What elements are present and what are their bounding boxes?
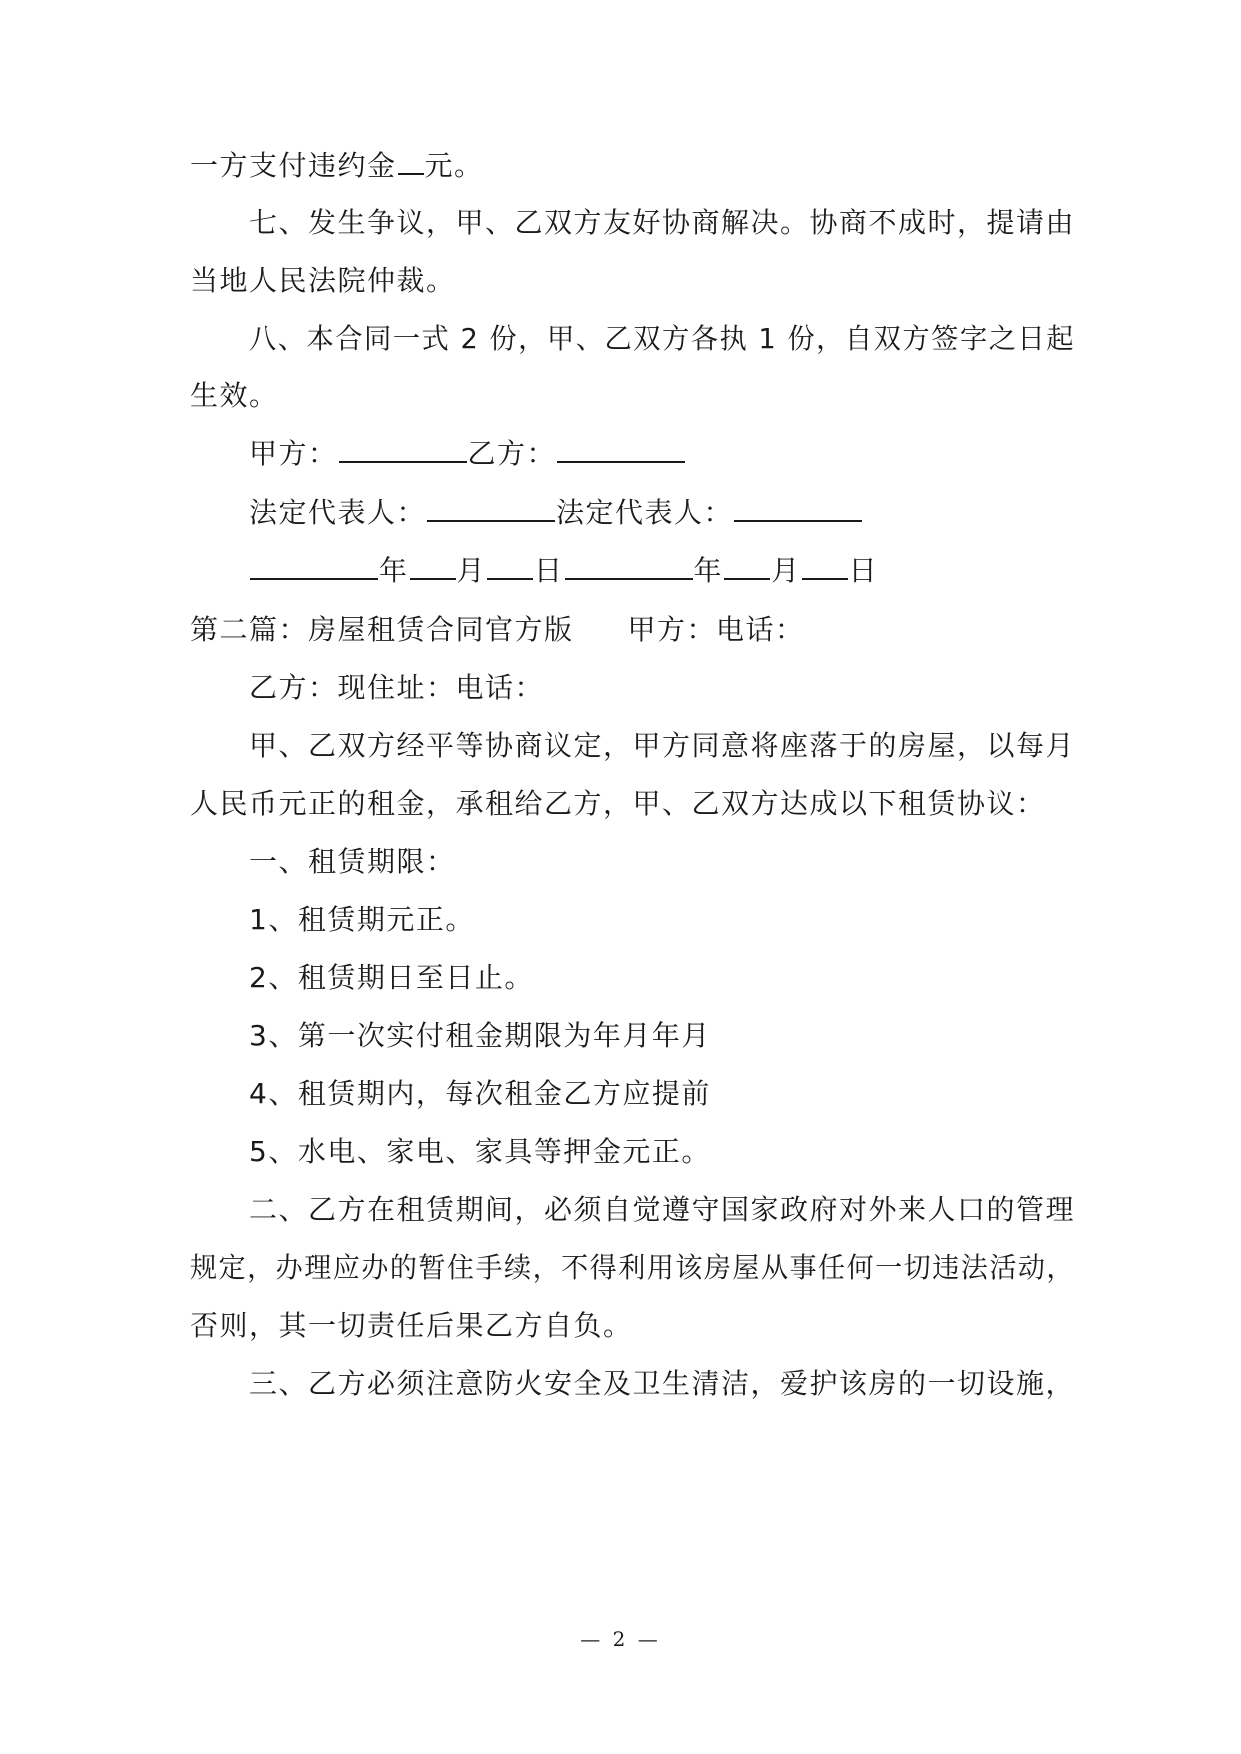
party-signature-line (249, 434, 686, 474)
year-label: 年 (693, 554, 724, 587)
day-label: 日 (534, 554, 564, 587)
penalty-line (190, 146, 484, 186)
party-a-contact-label: 甲方：电话： (627, 613, 805, 646)
day-label: 日 (848, 554, 879, 587)
page-number: — 2 — (580, 1627, 661, 1651)
lease-term-heading: 一、租赁期限： (249, 845, 456, 878)
clause-8-line-2: 生效。 (190, 379, 279, 412)
party-a-signature-blank[interactable] (339, 435, 467, 463)
party-a-representative-label: 法定代表人： (249, 496, 427, 529)
clause-7-line-2: 当地人民法院仲裁。 (190, 264, 456, 297)
second-section-title: 第二篇：房屋租赁合同官方版 (190, 613, 574, 646)
penalty-amount-blank[interactable] (398, 147, 424, 175)
party-b-representative-blank[interactable] (734, 494, 862, 522)
year-label: 年 (379, 554, 409, 587)
party-b-signature-blank[interactable] (557, 435, 685, 463)
representative-signature-line (249, 493, 863, 533)
penalty-text-end: 元。 (424, 149, 484, 182)
lease-term-item-3: 3、第一次实付租金期限为年月年月 (249, 1019, 711, 1052)
signing-date-row (249, 551, 878, 591)
party-b-info-line: 乙方：现住址：电话： (249, 671, 545, 704)
party-a-day-blank[interactable] (487, 552, 533, 580)
party-a-month-blank[interactable] (410, 552, 456, 580)
penalty-text: 一方支付违约金 (190, 149, 397, 182)
intro-line-2: 人民币元正的租金，承租给乙方，甲、乙双方达成以下租赁协议： (190, 787, 1046, 820)
clause-3-line-1: 三、乙方必须注意防火安全及卫生清洁，爱护该房的一切设施， (249, 1367, 1076, 1400)
clause-7-line-1: 七、发生争议，甲、乙双方友好协商解决。协商不成时，提请由 (249, 206, 1076, 239)
clause-2-line-3: 否则，其一切责任后果乙方自负。 (190, 1309, 633, 1342)
intro-line-1: 甲、乙双方经平等协商议定，甲方同意将座落于的房屋，以每月 (249, 729, 1076, 762)
party-b-representative-label: 法定代表人： (556, 496, 734, 529)
party-a-label: 甲方： (249, 437, 338, 470)
lease-term-item-4: 4、租赁期内，每次租金乙方应提前 (249, 1077, 711, 1110)
month-label: 月 (771, 554, 801, 587)
lease-term-item-1: 1、租赁期元正。 (249, 903, 475, 936)
clause-2-line-2: 规定，办理应办的暂住手续，不得利用该房屋从事任何一切违法活动， (190, 1251, 1075, 1284)
party-b-month-blank[interactable] (724, 552, 770, 580)
party-b-label: 乙方： (467, 437, 557, 470)
clause-8-line-1: 八、本合同一式 2 份，甲、乙双方各执 1 份，自双方签字之日起 (249, 322, 1075, 355)
second-section-heading-line (190, 610, 805, 650)
party-a-representative-blank[interactable] (427, 494, 555, 522)
party-b-year-blank[interactable] (565, 552, 693, 580)
party-b-day-blank[interactable] (802, 552, 848, 580)
lease-term-item-5: 5、水电、家电、家具等押金元正。 (249, 1135, 711, 1168)
month-label: 月 (456, 554, 487, 587)
party-a-year-blank[interactable] (250, 552, 378, 580)
lease-term-item-2: 2、租赁期日至日止。 (249, 961, 534, 994)
clause-2-line-1: 二、乙方在租赁期间，必须自觉遵守国家政府对外来人口的管理 (249, 1193, 1076, 1226)
